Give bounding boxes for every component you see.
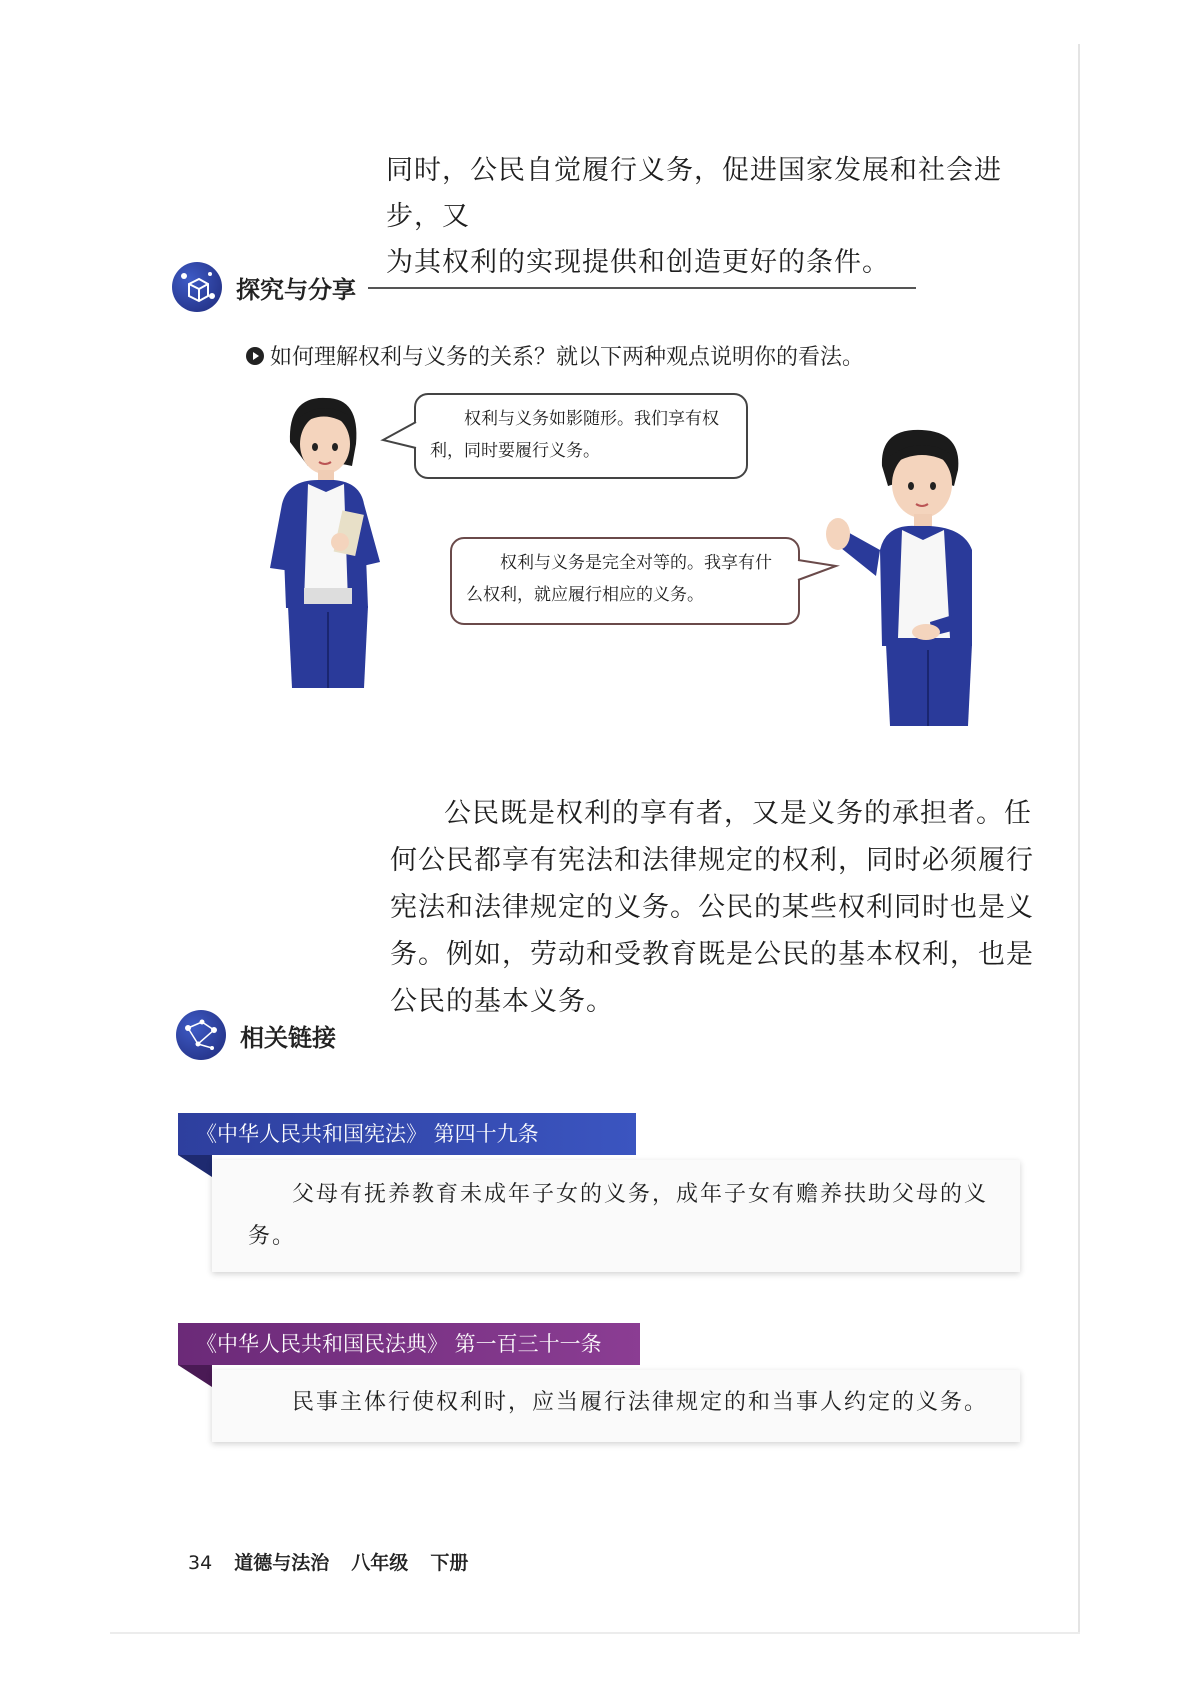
constellation-icon bbox=[176, 1010, 226, 1060]
page-edge-bottom bbox=[110, 1632, 1080, 1634]
girl-speech-text: 权利与义务如影随形。我们享有权利，同时要履行义务。 bbox=[430, 409, 719, 461]
civil-code-article-tab: 《中华人民共和国民法典》 第一百三十一条 bbox=[178, 1323, 640, 1365]
book-title: 道德与法治 bbox=[234, 1552, 330, 1574]
boy-student-illustration bbox=[822, 426, 1002, 726]
volume-label: 下册 bbox=[430, 1552, 469, 1574]
related-links-header bbox=[176, 1010, 336, 1060]
civil-code-article-text bbox=[212, 1370, 1020, 1442]
boy-speech-text: 权利与义务是完全对等的。我享有什么权利，就应履行相应的义务。 bbox=[466, 553, 772, 605]
civil-code-article-body: 民事主体行使权利时，应当履行法律规定的和当事人约定的义务。 bbox=[292, 1390, 989, 1415]
page-number: 34 bbox=[188, 1552, 213, 1574]
bubble-tails bbox=[0, 0, 1190, 700]
grade-label: 八年级 bbox=[351, 1552, 409, 1574]
page-footer bbox=[188, 1548, 484, 1575]
constitution-article-body: 父母有抚养教育未成年子女的义务，成年子女有赡养扶助父母的义务。 bbox=[248, 1182, 989, 1249]
question-text: 如何理解权利与义务的关系？就以下两种观点说明你的看法。 bbox=[270, 345, 865, 370]
related-links-title: 相关链接 bbox=[240, 1023, 336, 1052]
girl-student-illustration bbox=[268, 392, 398, 688]
explore-section-title: 探究与分享 bbox=[236, 275, 356, 304]
main-paragraph: 公民既是权利的享有者，又是义务的承担者。任何公民都享有宪法和法律规定的权利，同时必须履行宪法和法律规定的义务。公民的某些权利同时也是义务。例如，劳动和受教育既是公民的基本权利，也是公民的基本义务。 bbox=[390, 798, 1034, 1017]
constitution-article-tab: 《中华人民共和国宪法》 第四十九条 bbox=[178, 1113, 636, 1155]
intro-line-2: 为其权利的实现提供和创造更好的条件。 bbox=[386, 247, 890, 278]
intro-line-1: 同时，公民自觉履行义务，促进国家发展和社会进步，又 bbox=[386, 155, 1002, 232]
tab-fold bbox=[178, 1365, 212, 1387]
constitution-article-text bbox=[212, 1160, 1020, 1272]
tab-fold bbox=[178, 1155, 212, 1177]
